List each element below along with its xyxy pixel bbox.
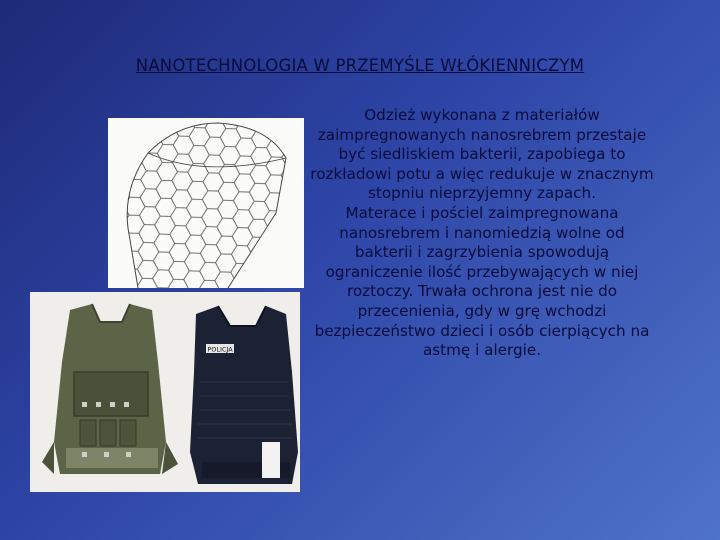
paragraph-nanosilver-clothing: Odzież wykonana z materiałów zaimpregnowanych nanosrebrem przestaje być siedliskiem bakterii, zapobiega to rozkładowi potu a więc redukuje w znacznym stopniu nieprzyjemny zapach. [310,106,654,203]
paragraph-mattresses-bedding: Materace i pościel zaimpregnowana nanosrebrem i nanomiedzią wolne od bakterii i zagrzybienia spowodują ograniczenie ilość przebywających w niej roztoczy. Trwała ochrona jest nie do przecenienia, gdy w grę wchodzi bezpieczeństwo dzieci i osób cierpiących na astmę i alergie. [314,203,650,360]
vest-patch-label: POLICJA [207,345,233,354]
nanotube-illustration [108,118,304,288]
navy-vest-shape [190,306,298,484]
body-text [310,106,654,361]
nanotube-drawing [108,118,304,288]
slide-title: NANOTECHNOLOGIA W PRZEMYŚLE WŁÓKIENNICZYM [135,56,585,75]
vests-drawing [30,292,300,492]
vests-photo [30,292,300,492]
